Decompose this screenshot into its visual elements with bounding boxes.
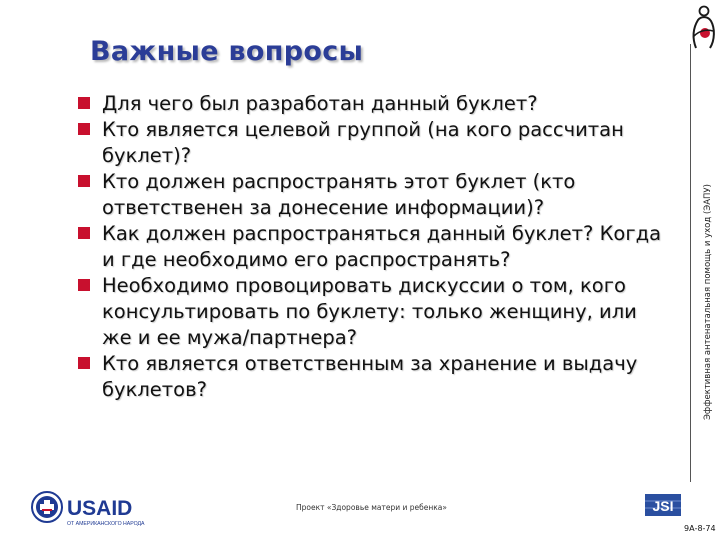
bullet-icon [78,175,90,187]
jsi-wordmark: JSI [652,498,674,514]
question-text: Для чего был разработан данный буклет? [102,92,538,115]
bullet-icon [78,357,90,369]
bullet-icon [78,97,90,109]
jsi-logo [645,494,681,520]
list-item [72,221,672,273]
list-item [72,351,672,403]
side-divider [690,44,691,482]
page-code: 9А-8-74 [684,524,716,533]
questions-list [72,91,672,403]
list-item [72,117,672,169]
question-text: Кто является целевой группой (на кого рассчитан буклет)? [102,118,624,167]
question-text: Кто является ответственным за хранение и выдачу буклетов? [102,352,638,401]
question-text: Как должен распространяться данный буклет? Когда и где необходимо его распространять? [102,222,662,271]
usaid-logo [30,490,155,528]
question-text: Кто должен распространять этот буклет (кто ответственен за донесение информации)? [102,170,576,219]
side-caption: Эффективная антенатальная помощь и уход (ЭАПУ) [703,184,713,420]
slide-title: Важные вопросы [90,36,364,67]
bullet-icon [78,279,90,291]
list-item [72,91,672,117]
usaid-tagline: ОТ АМЕРИКАНСКОГО НАРОДА [67,521,145,527]
list-item [72,169,672,221]
usaid-wordmark: USAID [67,497,133,520]
footer-project: Проект «Здоровье матери и ребенка» [296,503,447,512]
bullet-icon [78,227,90,239]
list-item [72,273,672,351]
question-text: Необходимо провоцировать дискуссии о том, кого консультировать по буклету: только женщину, или же и ее мужа/партнера? [102,274,637,349]
bullet-icon [78,123,90,135]
